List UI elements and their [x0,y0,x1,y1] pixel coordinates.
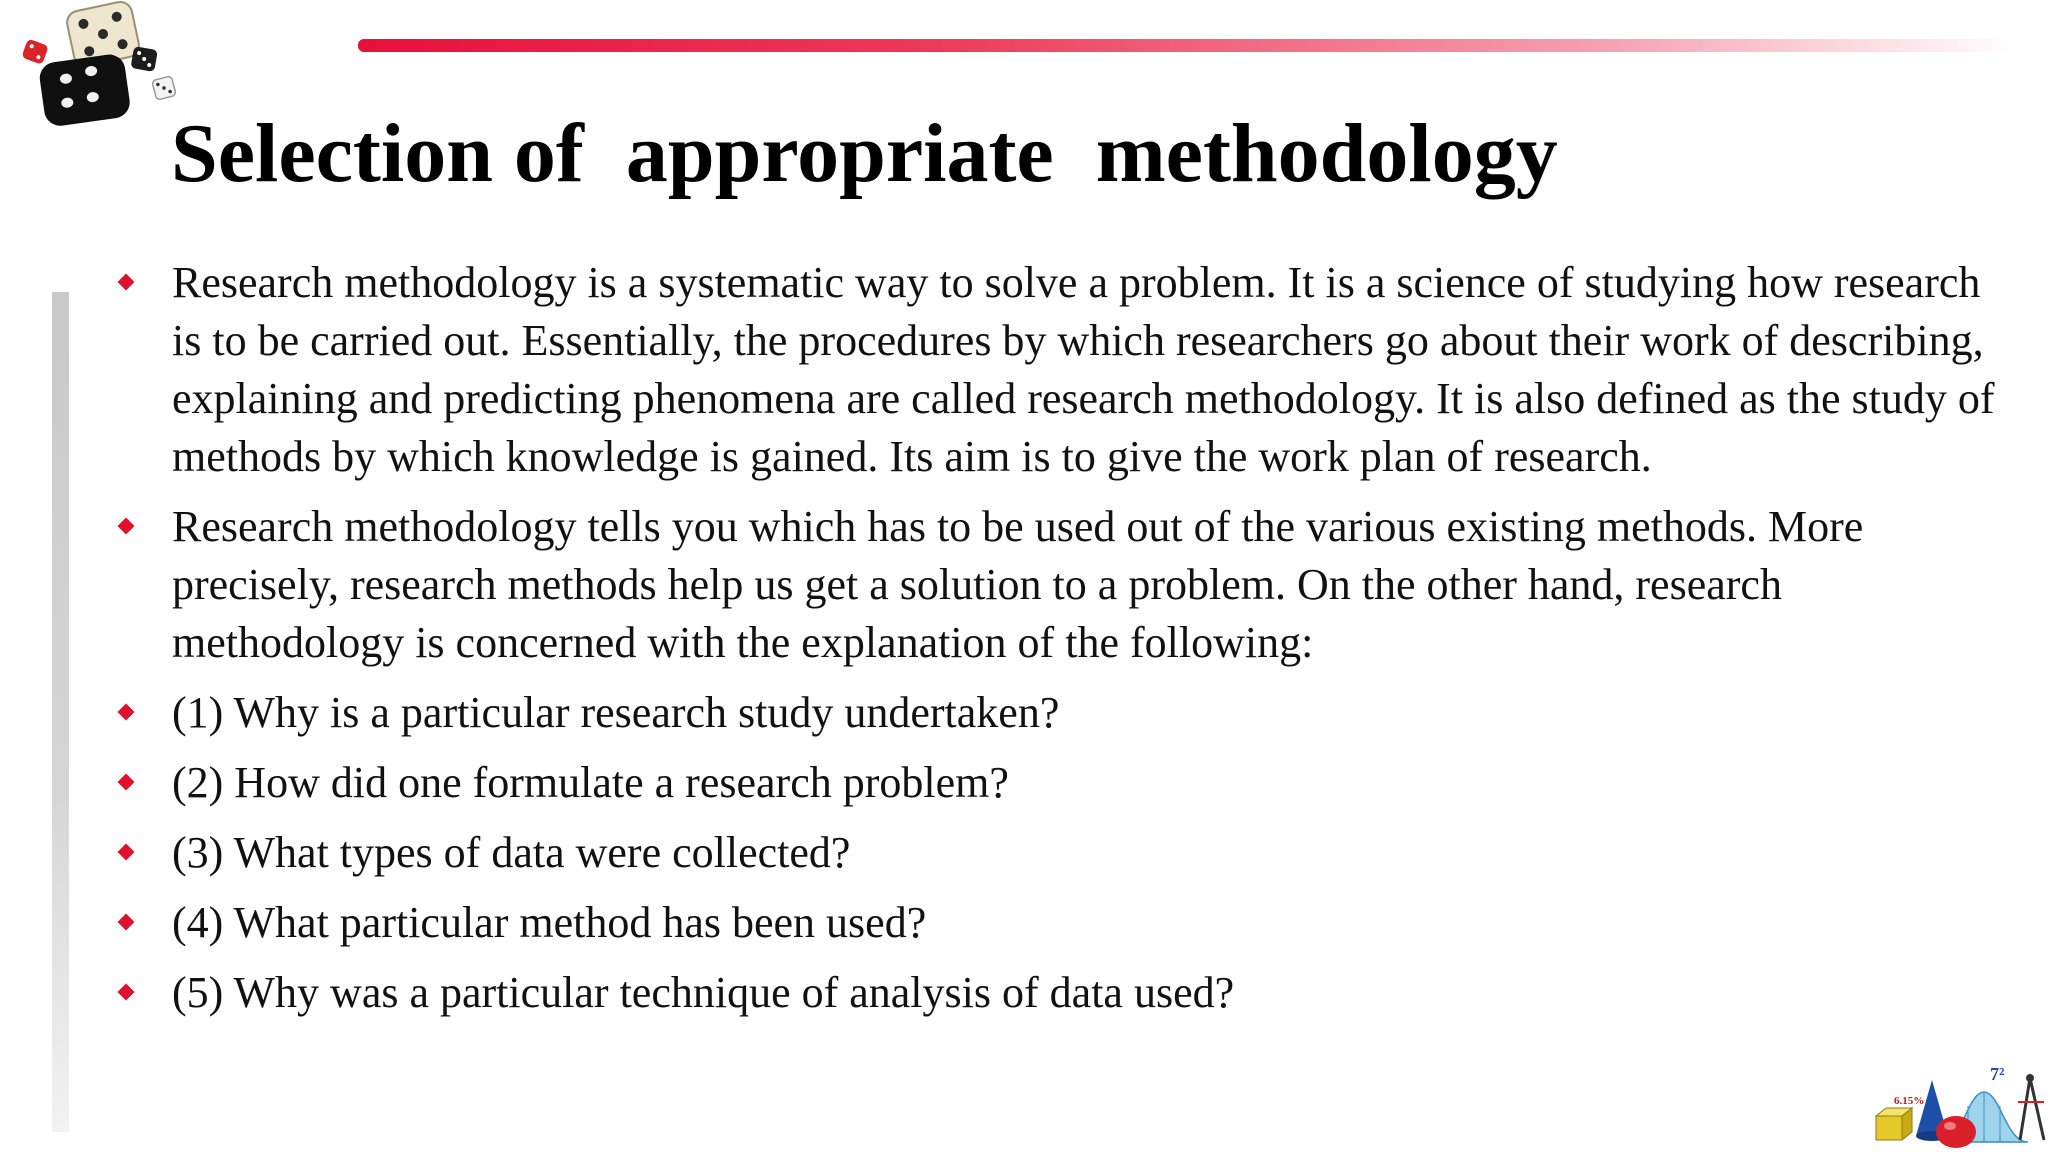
red-diamond-bullet-icon [118,518,135,535]
red-diamond-bullet-icon [118,914,135,931]
list-item [112,894,2018,952]
slide-title: Selection of appropriate methodology [171,107,1558,200]
bullet-text: (3) What types of data were collected? [172,828,851,877]
left-accent-bar [52,292,69,1132]
title-accent-bar [358,39,2018,52]
bullet-text: (5) Why was a particular technique of analysis of data used? [172,968,1235,1017]
bullet-text: (4) What particular method has been used? [172,898,927,947]
list-item [112,964,2018,1022]
red-diamond-bullet-icon [118,274,135,291]
list-item [112,754,2018,812]
red-diamond-bullet-icon [118,844,135,861]
red-diamond-bullet-icon [118,984,135,1001]
bullet-text: (2) How did one formulate a research problem? [172,758,1009,807]
bullet-text: Research methodology tells you which has to be used out of the various existing methods. More precisely, research methods help us get a solution to a problem. On the other hand, research methodology is concerned with the explanation of the following: [172,502,1864,667]
red-diamond-bullet-icon [118,704,135,721]
list-item [112,498,2018,672]
math-shapes-icon [1872,1062,2048,1152]
bullet-text: Research methodology is a systematic way to solve a problem. It is a science of studying how research is to be carried out. Essentially, the procedures by which researchers go about their work of describing, explaining and predicting phenomena are called research methodology. It is also defined as the study of methods by which knowledge is gained. Its aim is to give the work plan of research. [172,258,1995,481]
list-item [112,824,2018,882]
dice-icon [8,0,178,128]
corner-label-power: 7² [1990,1064,2005,1084]
list-item [112,254,2018,486]
bullet-text: (1) Why is a particular research study undertaken? [172,688,1060,737]
bullet-list [112,254,2018,1034]
corner-label-percent: 6.15% [1894,1095,1925,1107]
list-item [112,684,2018,742]
red-diamond-bullet-icon [118,774,135,791]
